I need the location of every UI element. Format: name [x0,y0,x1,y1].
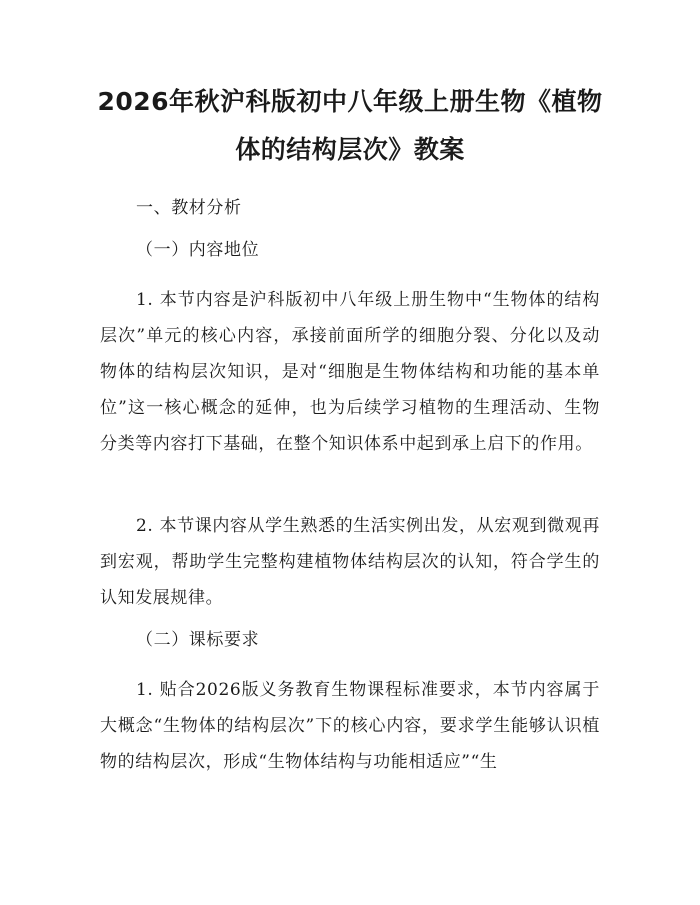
paragraph-1: 1. 本节内容是沪科版初中八年级上册生物中“生物体的结构层次”单元的核心内容，承接前面所学的细胞分裂、分化以及动物体的结构层次知识，是对“细胞是生物体结构和功能的基本单位”这一核心概念的延伸，也为后续学习植物的生理活动、生物分类等内容打下基础，在整个知识体系中起到承上启下的作用。 [100,290,600,454]
subsection-heading-curriculum-standards: （二）课标要求 [136,630,260,650]
section-heading-textbook-analysis: 一、教材分析 [136,198,242,218]
document-title: 2026年秋沪科版初中八年级上册生物《植物体的结构层次》教案 [97,87,603,164]
subsection-heading-content-position: （一）内容地位 [136,240,260,260]
paragraph-2: 2. 本节课内容从学生熟悉的生活实例出发，从宏观到微观再到宏观，帮助学生完整构建植物体结构层次的认知，符合学生的认知发展规律。 [100,516,600,608]
paragraph-3: 1. 贴合2026版义务教育生物课程标准要求，本节内容属于大概念“生物体的结构层次”下的核心内容，要求学生能够认识植物的结构层次，形成“生物体结构与功能相适应”“生 [100,680,600,772]
